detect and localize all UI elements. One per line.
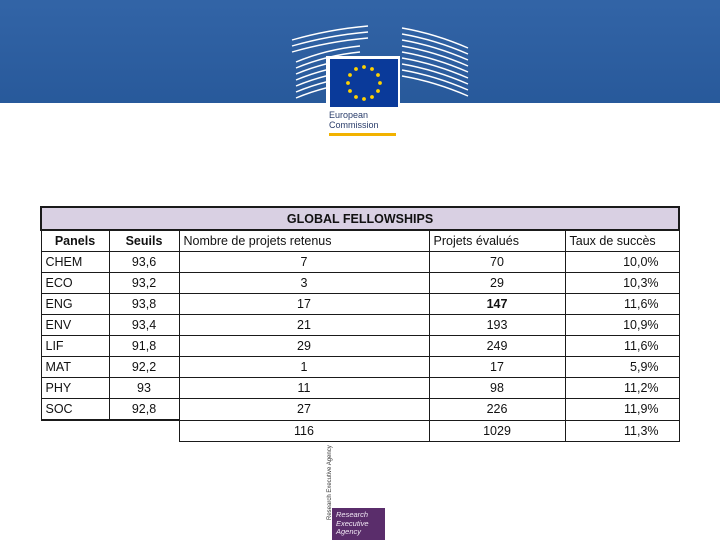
cell-evalues: 70	[429, 252, 565, 273]
cell-panel: ECO	[41, 273, 109, 294]
rea-line-1: Research	[336, 510, 369, 519]
rea-logo-badge	[332, 508, 385, 540]
cell-taux: 11,6%	[565, 336, 679, 357]
table-row	[41, 336, 679, 357]
col-header-retenus: Nombre de projets retenus	[179, 230, 429, 252]
cell-taux: 5,9%	[565, 357, 679, 378]
rea-line-2: Executive	[336, 518, 369, 528]
totals-empty-panel	[41, 420, 109, 441]
cell-evalues: 98	[429, 378, 565, 399]
cell-seuil: 92,2	[109, 357, 179, 378]
cell-seuil: 91,8	[109, 336, 179, 357]
cell-taux: 11,9%	[565, 399, 679, 421]
totals-empty-seuil	[109, 420, 179, 441]
cell-retenus: 1	[179, 357, 429, 378]
table-title: GLOBAL FELLOWSHIPS	[41, 207, 679, 230]
cell-taux: 10,0%	[565, 252, 679, 273]
total-retenus: 116	[179, 420, 429, 441]
rea-side-text: Research Executive Agency	[327, 445, 333, 520]
col-header-evalues: Projets évalués	[429, 230, 565, 252]
cell-panel: PHY	[41, 378, 109, 399]
cell-evalues: 147	[429, 294, 565, 315]
cell-panel: LIF	[41, 336, 109, 357]
logo-yellow-rule	[329, 133, 396, 136]
table-row	[41, 273, 679, 294]
cell-panel: ENV	[41, 315, 109, 336]
cell-retenus: 21	[179, 315, 429, 336]
cell-seuil: 93,4	[109, 315, 179, 336]
cell-taux: 11,6%	[565, 294, 679, 315]
cell-evalues: 29	[429, 273, 565, 294]
cell-taux: 11,2%	[565, 378, 679, 399]
totals-row	[41, 420, 679, 441]
cell-retenus: 29	[179, 336, 429, 357]
rea-line-3: Agency	[336, 527, 362, 536]
cell-seuil: 92,8	[109, 399, 179, 421]
cell-panel: ENG	[41, 294, 109, 315]
cell-retenus: 7	[179, 252, 429, 273]
cell-evalues: 226	[429, 399, 565, 421]
table-row	[41, 315, 679, 336]
col-header-taux: Taux de succès	[565, 230, 679, 252]
cell-evalues: 249	[429, 336, 565, 357]
cell-panel: CHEM	[41, 252, 109, 273]
cell-taux: 10,9%	[565, 315, 679, 336]
cell-evalues: 193	[429, 315, 565, 336]
total-taux: 11,3%	[565, 420, 679, 441]
building-right-wing	[402, 28, 468, 96]
cell-seuil: 93	[109, 378, 179, 399]
cell-evalues: 17	[429, 357, 565, 378]
cell-retenus: 27	[179, 399, 429, 421]
cell-seuil: 93,2	[109, 273, 179, 294]
cell-seuil: 93,8	[109, 294, 179, 315]
cell-retenus: 3	[179, 273, 429, 294]
col-header-seuils: Seuils	[109, 230, 179, 252]
table-row	[41, 357, 679, 378]
table-row	[41, 252, 679, 273]
total-evalues: 1029	[429, 420, 565, 441]
cell-retenus: 17	[179, 294, 429, 315]
logo-line-1: European	[329, 110, 369, 120]
table-row	[41, 294, 679, 315]
cell-retenus: 11	[179, 378, 429, 399]
cell-panel: MAT	[41, 357, 109, 378]
global-fellowships-table	[40, 206, 680, 442]
table-row	[41, 399, 679, 421]
cell-panel: SOC	[41, 399, 109, 421]
logo-line-2: Commission	[329, 120, 379, 130]
cell-seuil: 93,6	[109, 252, 179, 273]
col-header-panels: Panels	[41, 230, 109, 252]
table-row	[41, 378, 679, 399]
logo-wordmark	[329, 110, 409, 130]
table-header-row	[41, 230, 679, 252]
cell-taux: 10,3%	[565, 273, 679, 294]
